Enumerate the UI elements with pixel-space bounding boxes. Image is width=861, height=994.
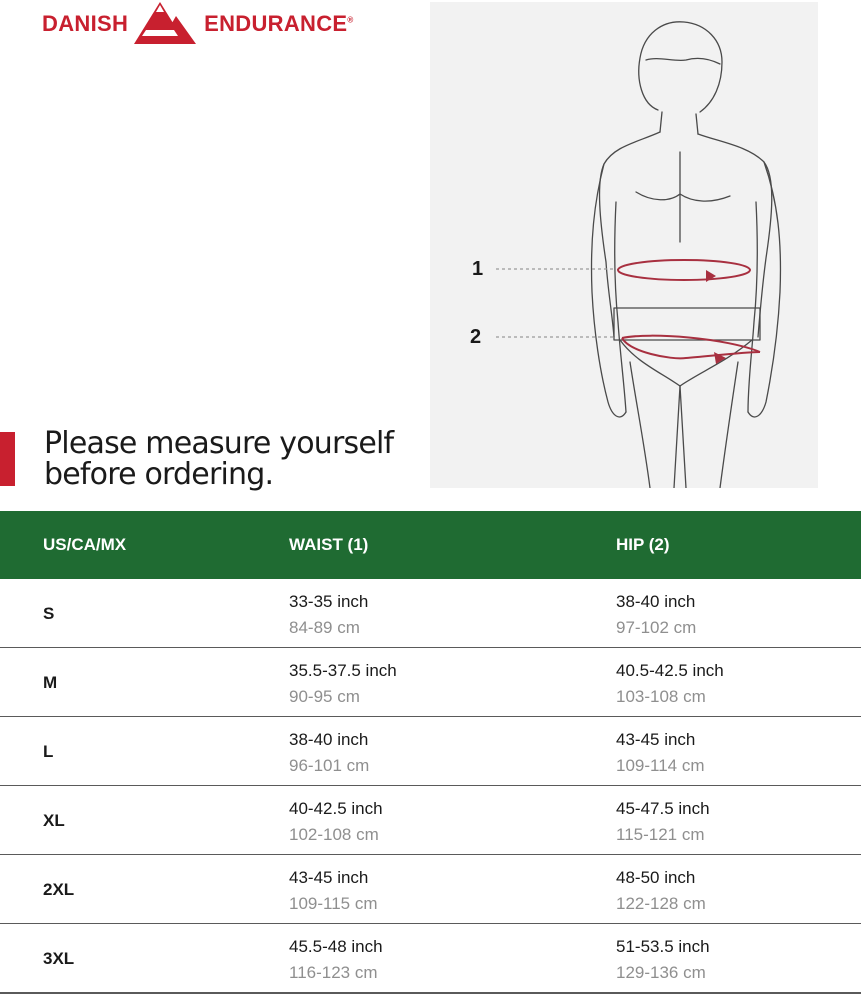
column-header-size: US/CA/MX bbox=[43, 535, 127, 554]
column-header-waist: WAIST (1) bbox=[289, 535, 369, 554]
size-label: M bbox=[43, 673, 58, 692]
size-label: S bbox=[43, 604, 55, 623]
brand-left-word: DANISH bbox=[42, 11, 129, 36]
size-table-header bbox=[0, 511, 861, 579]
hip-cell bbox=[616, 589, 696, 641]
hip-inch: 40.5-42.5 inch bbox=[616, 661, 724, 680]
heading-line-2: before ordering. bbox=[44, 457, 274, 492]
size-label: L bbox=[43, 742, 54, 761]
hip-cm: 109-114 cm bbox=[616, 756, 705, 775]
table-row bbox=[0, 855, 861, 925]
waist-cell bbox=[289, 934, 383, 986]
hip-inch: 38-40 inch bbox=[616, 592, 696, 611]
waist-inch: 38-40 inch bbox=[289, 730, 369, 749]
body-outline-figure bbox=[430, 2, 818, 488]
waist-cell bbox=[289, 658, 397, 710]
hip-inch: 51-53.5 inch bbox=[616, 937, 710, 956]
waist-measure-arrow bbox=[618, 260, 750, 282]
brand-logo bbox=[42, 2, 354, 46]
waist-inch: 35.5-37.5 inch bbox=[289, 661, 397, 680]
size-label: XL bbox=[43, 811, 65, 830]
waist-cm: 109-115 cm bbox=[289, 894, 378, 913]
page-heading bbox=[44, 428, 393, 490]
waist-inch: 45.5-48 inch bbox=[289, 937, 383, 956]
heading-line-1: Please measure yourself bbox=[44, 426, 394, 461]
hip-cell bbox=[616, 934, 710, 986]
hip-marker-label: 2 bbox=[470, 326, 482, 348]
hip-cell bbox=[616, 727, 705, 779]
hip-cell bbox=[616, 796, 710, 848]
waist-inch: 40-42.5 inch bbox=[289, 799, 383, 818]
waist-inch: 33-35 inch bbox=[289, 592, 369, 611]
waist-cm: 90-95 cm bbox=[289, 687, 360, 706]
hip-cm: 103-108 cm bbox=[616, 687, 706, 706]
table-row bbox=[0, 579, 861, 649]
waist-cell bbox=[289, 865, 378, 917]
brand-right-word: ENDURANCE® bbox=[204, 11, 354, 36]
waist-cell bbox=[289, 589, 368, 641]
hip-cm: 97-102 cm bbox=[616, 618, 697, 637]
hip-inch: 45-47.5 inch bbox=[616, 799, 710, 818]
mountain-icon bbox=[134, 2, 198, 46]
waist-marker-label: 1 bbox=[472, 258, 484, 280]
body-measurement-illustration bbox=[430, 2, 818, 488]
hip-cm: 122-128 cm bbox=[616, 894, 706, 913]
column-header-hip: HIP (2) bbox=[616, 535, 670, 554]
hip-cm: 129-136 cm bbox=[616, 963, 706, 982]
waist-cm: 84-89 cm bbox=[289, 618, 360, 637]
waist-cm: 116-123 cm bbox=[289, 963, 378, 982]
waist-cm: 102-108 cm bbox=[289, 825, 379, 844]
accent-bar bbox=[0, 432, 15, 486]
waist-cell bbox=[289, 796, 383, 848]
waist-inch: 43-45 inch bbox=[289, 868, 369, 887]
waist-cell bbox=[289, 727, 369, 779]
hip-cm: 115-121 cm bbox=[616, 825, 705, 844]
registered-mark: ® bbox=[347, 15, 354, 25]
table-row bbox=[0, 717, 861, 787]
size-label: 2XL bbox=[43, 880, 75, 899]
hip-inch: 43-45 inch bbox=[616, 730, 696, 749]
size-label: 3XL bbox=[43, 949, 75, 968]
table-row bbox=[0, 648, 861, 718]
waist-cm: 96-101 cm bbox=[289, 756, 370, 775]
hip-cell bbox=[616, 865, 706, 917]
table-row bbox=[0, 924, 861, 994]
hip-cell bbox=[616, 658, 724, 710]
table-row bbox=[0, 786, 861, 856]
hip-inch: 48-50 inch bbox=[616, 868, 696, 887]
